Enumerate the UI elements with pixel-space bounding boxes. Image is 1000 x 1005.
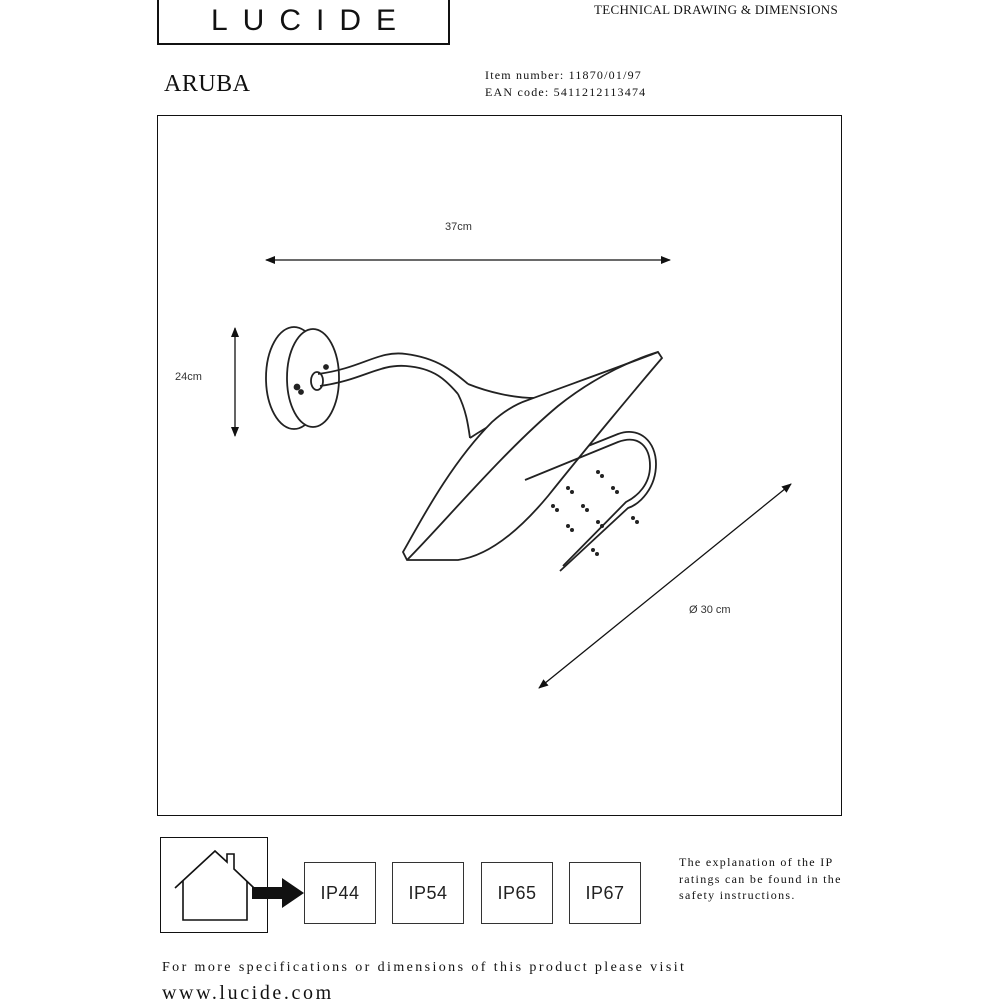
height-dimension-label: 24cm — [175, 371, 202, 383]
lamp-drawing — [158, 116, 843, 817]
item-number: Item number: 11870/01/97 — [485, 68, 643, 82]
website-link[interactable]: www.lucide.com — [162, 982, 334, 1004]
footer-text: For more specifications or dimensions of this product please visit — [162, 960, 687, 975]
ip-rating-note: The explanation of the IP ratings can be found in the safety instructions. — [679, 855, 842, 902]
brand-logo — [157, 0, 450, 45]
ip-rating-ip65: IP65 — [481, 862, 553, 924]
document-type: TECHNICAL DRAWING & DIMENSIONS — [594, 2, 838, 17]
arrow-right-icon — [252, 876, 306, 910]
diameter-dimension-label: Ø 30 cm — [689, 604, 731, 616]
lamp-illustration — [266, 327, 662, 571]
ip-rating-ip54: IP54 — [392, 862, 464, 924]
brand-logo-text: LUCIDE — [210, 4, 412, 37]
ip-rating-ip67: IP67 — [569, 862, 641, 924]
house-icon — [161, 838, 266, 931]
product-name: ARUBA — [164, 71, 251, 97]
ean-code: EAN code: 5411212113474 — [485, 85, 647, 99]
width-dimension-label: 37cm — [445, 221, 472, 233]
technical-drawing-frame — [157, 115, 842, 816]
ip-rating-ip44: IP44 — [304, 862, 376, 924]
